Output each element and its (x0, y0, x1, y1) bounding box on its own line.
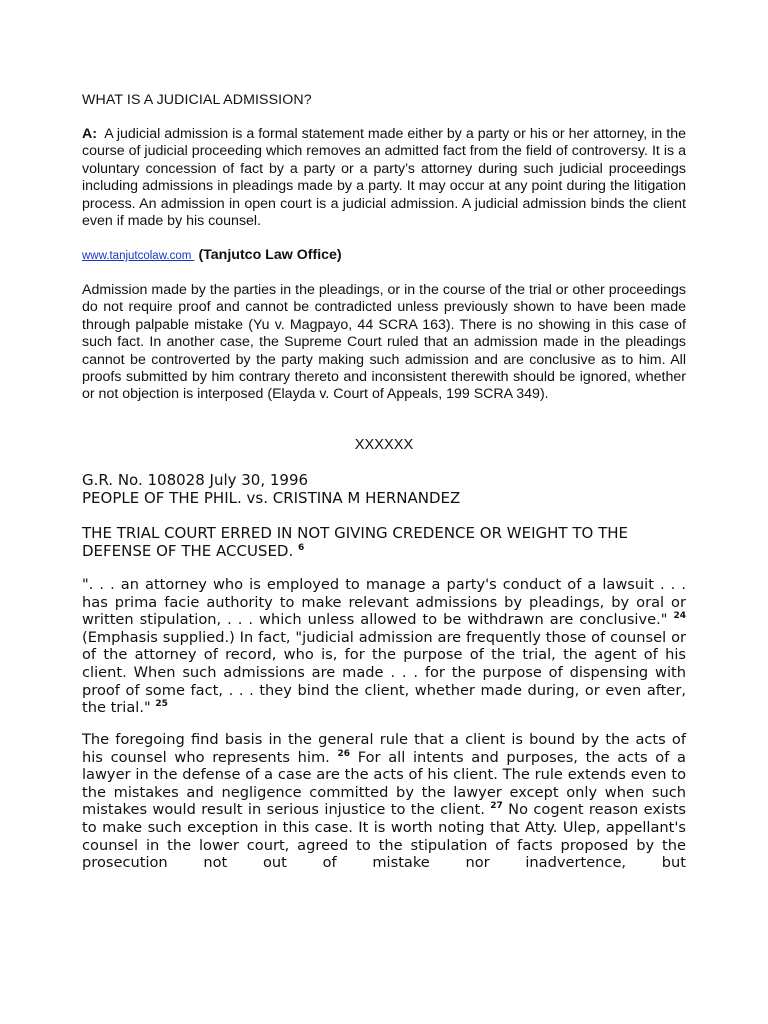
source-link[interactable]: www.tanjutcolaw.com (82, 250, 195, 262)
rule-text-1: The foregoing find basis in the general rule that a client is bound by the acts of his counsel who represents him. (82, 731, 686, 766)
rule-text-2: For all intents and purposes, the acts of a lawyer in the defense of a case are the acts of his client. The rule extends even to the mistakes and negligence committed by the lawyer except only when such mistakes would result in serious injustice to the client. (82, 748, 686, 819)
quote-text-2: (Emphasis supplied.) In fact, "judicial admission are frequently those of counsel or of the attorney of record, who is, for the purpose of the trial, the agent of his client. When such admissions are made . . . for the purpose of dispensing with proof of some fact, . . . they bind the client, whether made during, or even after, the trial." (82, 628, 686, 717)
footnote-ref: 26 (337, 748, 351, 759)
footnote-ref: 27 (490, 801, 503, 812)
footnote-ref: 25 (155, 699, 168, 710)
footnote-ref: 24 (673, 611, 686, 622)
error-heading (82, 524, 686, 560)
section-separator: XXXXXX (354, 437, 414, 453)
question-title: WHAT IS A JUDICIAL ADMISSION? (82, 92, 312, 108)
case-title: PEOPLE OF THE PHIL. vs. CRISTINA M HERNANDEZ (82, 489, 461, 507)
quote-paragraph (82, 576, 686, 717)
general-rule-paragraph (82, 731, 686, 872)
case-number: G.R. No. 108028 July 30, 1996 (82, 471, 309, 489)
quote-text-1: ". . . an attorney who is employed to manage a party's conduct of a lawsuit . . . has prima facie authority to make relevant admissions by pleadings, by oral or written stipulation, . . . which unless allowed to be withdrawn are conclusive." (82, 576, 686, 629)
answer-paragraph (82, 126, 686, 230)
admission-paragraph: Admission made by the parties in the pleadings, or in the course of the trial or other proceedings do not require proof and cannot be contradicted unless previously shown to have been made through palpable mistake (Yu v. Magpayo, 44 SCRA 163). There is no showing in this case of such fact. In another case, the Supreme Court ruled that an admission made in the pleadings cannot be controverted by the party making such admission and are conclusive as to him. All proofs submitted by him contrary thereto and inconsistent therewith should be ignored, whether or not objection is interposed (Elayda v. Court of Appeals, 199 SCRA 349). (82, 282, 686, 403)
rule-text-3: No cogent reason exists to make such exception in this case. It is worth noting that Atty. Ulep, appellant's counsel in the lower court, agreed to the stipulation of facts proposed by the prosecution not out of mistake nor inadvertence, but (82, 801, 687, 872)
answer-label: A: (82, 126, 97, 142)
footnote-ref: 6 (298, 543, 305, 553)
source-name: (Tanjutco Law Office) (198, 247, 342, 263)
source-line (82, 247, 686, 263)
answer-text: A judicial admission is a formal statement made either by a party or his or her attorney, in the course of judicial proceeding which removes an admitted fact from the field of controversy. It is a voluntary concession of fact by a party or a party’s attorney during such judicial proceedings including admissions in pleadings made by a party. It may occur at any point during the litigation process. An admission in open court is a judicial admission. A judicial admission binds the client even if made by his counsel. (82, 126, 686, 230)
error-heading-text: THE TRIAL COURT ERRED IN NOT GIVING CREDENCE OR WEIGHT TO THE DEFENSE OF THE ACCUSED. (82, 524, 628, 560)
